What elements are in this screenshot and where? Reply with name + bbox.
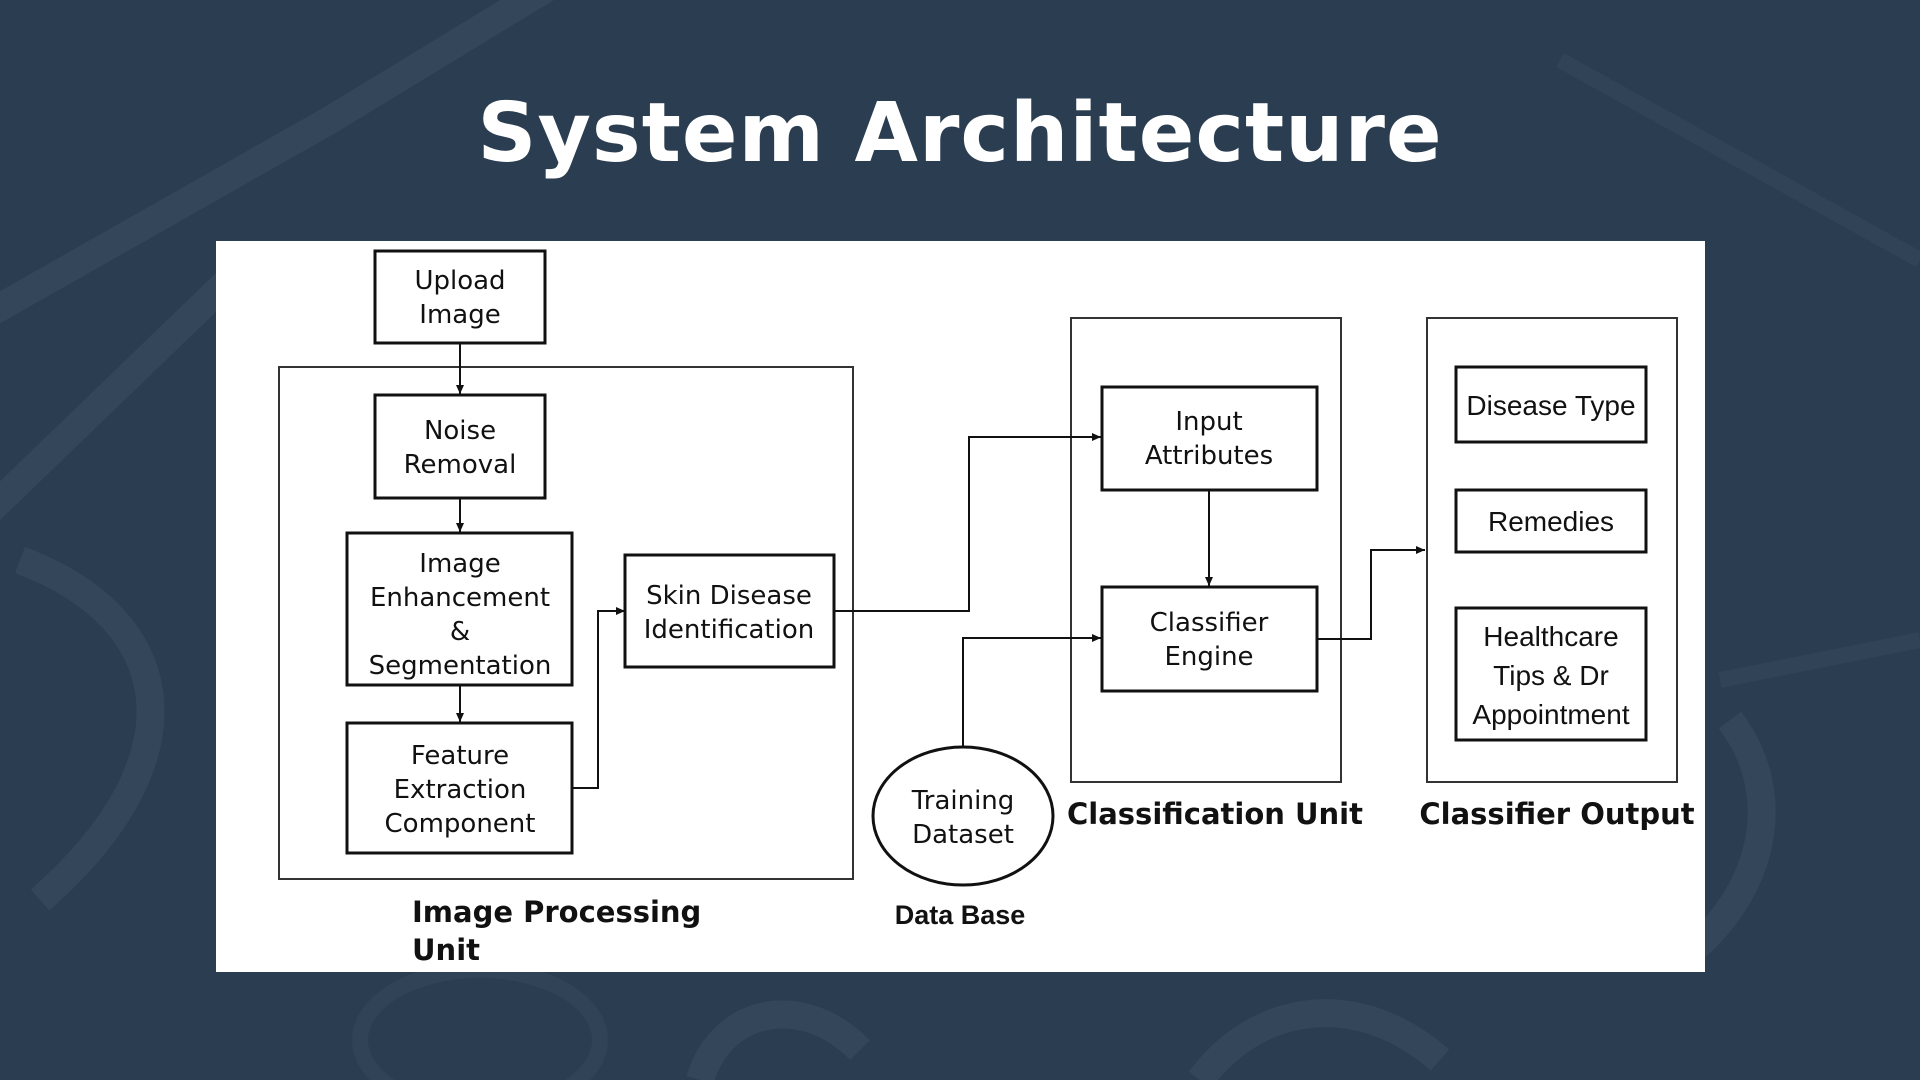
edge-dataset-to-classifier bbox=[963, 638, 1101, 746]
slide-title: System Architecture bbox=[477, 86, 1443, 181]
classification-unit-caption: Classification Unit bbox=[1067, 797, 1363, 831]
noise-removal-line-1: Noise bbox=[423, 416, 497, 446]
node-image-enhancement bbox=[347, 533, 572, 685]
node-classifier-engine bbox=[1102, 587, 1317, 691]
node-upload-image bbox=[375, 251, 545, 343]
classifier-engine-line-2: Engine bbox=[1164, 642, 1254, 672]
image-processing-unit-caption-1: Image Processing bbox=[412, 895, 702, 929]
skin-disease-line-2: Identification bbox=[643, 615, 815, 645]
node-disease-type bbox=[1456, 367, 1646, 442]
training-dataset-line-2: Dataset bbox=[912, 820, 1014, 850]
node-input-attributes bbox=[1102, 387, 1317, 490]
classifier-output-caption: Classifier Output bbox=[1419, 797, 1695, 831]
node-skin-disease-identification bbox=[625, 555, 834, 667]
edge-feature-to-skin bbox=[573, 611, 625, 788]
edge-classifier-to-output bbox=[1317, 550, 1425, 639]
input-attributes-line-2: Attributes bbox=[1144, 441, 1274, 471]
enhancement-line-1: Image bbox=[419, 549, 501, 579]
architecture-diagram bbox=[216, 241, 1705, 972]
disease-type-label: Disease Type bbox=[1466, 390, 1636, 421]
node-noise-removal bbox=[375, 395, 545, 498]
image-processing-unit-caption-2: Unit bbox=[412, 933, 480, 967]
healthcare-line-3: Appointment bbox=[1472, 699, 1630, 730]
node-remedies bbox=[1456, 490, 1646, 552]
skin-disease-line-1: Skin Disease bbox=[646, 581, 812, 611]
healthcare-line-1: Healthcare bbox=[1483, 621, 1619, 652]
noise-removal-line-2: Removal bbox=[403, 450, 517, 480]
healthcare-line-2: Tips & Dr bbox=[1493, 660, 1609, 691]
enhancement-line-4: Segmentation bbox=[368, 651, 552, 681]
database-caption: Data Base bbox=[894, 900, 1026, 930]
upload-image-line-2: Image bbox=[419, 300, 501, 330]
training-dataset-line-1: Training bbox=[911, 786, 1015, 816]
node-training-dataset bbox=[873, 747, 1053, 885]
classifier-engine-line-1: Classifier bbox=[1149, 608, 1269, 638]
upload-image-line-1: Upload bbox=[414, 266, 506, 296]
edge-skin-to-input bbox=[835, 437, 1101, 611]
feature-line-2: Extraction bbox=[393, 775, 527, 805]
input-attributes-line-1: Input bbox=[1175, 407, 1243, 437]
feature-line-3: Component bbox=[384, 809, 536, 839]
remedies-label: Remedies bbox=[1487, 506, 1615, 537]
enhancement-line-2: Enhancement bbox=[369, 583, 551, 613]
node-feature-extraction bbox=[347, 723, 572, 853]
feature-line-1: Feature bbox=[410, 741, 510, 771]
enhancement-line-3: & bbox=[449, 617, 471, 647]
node-healthcare-tips bbox=[1456, 608, 1646, 740]
